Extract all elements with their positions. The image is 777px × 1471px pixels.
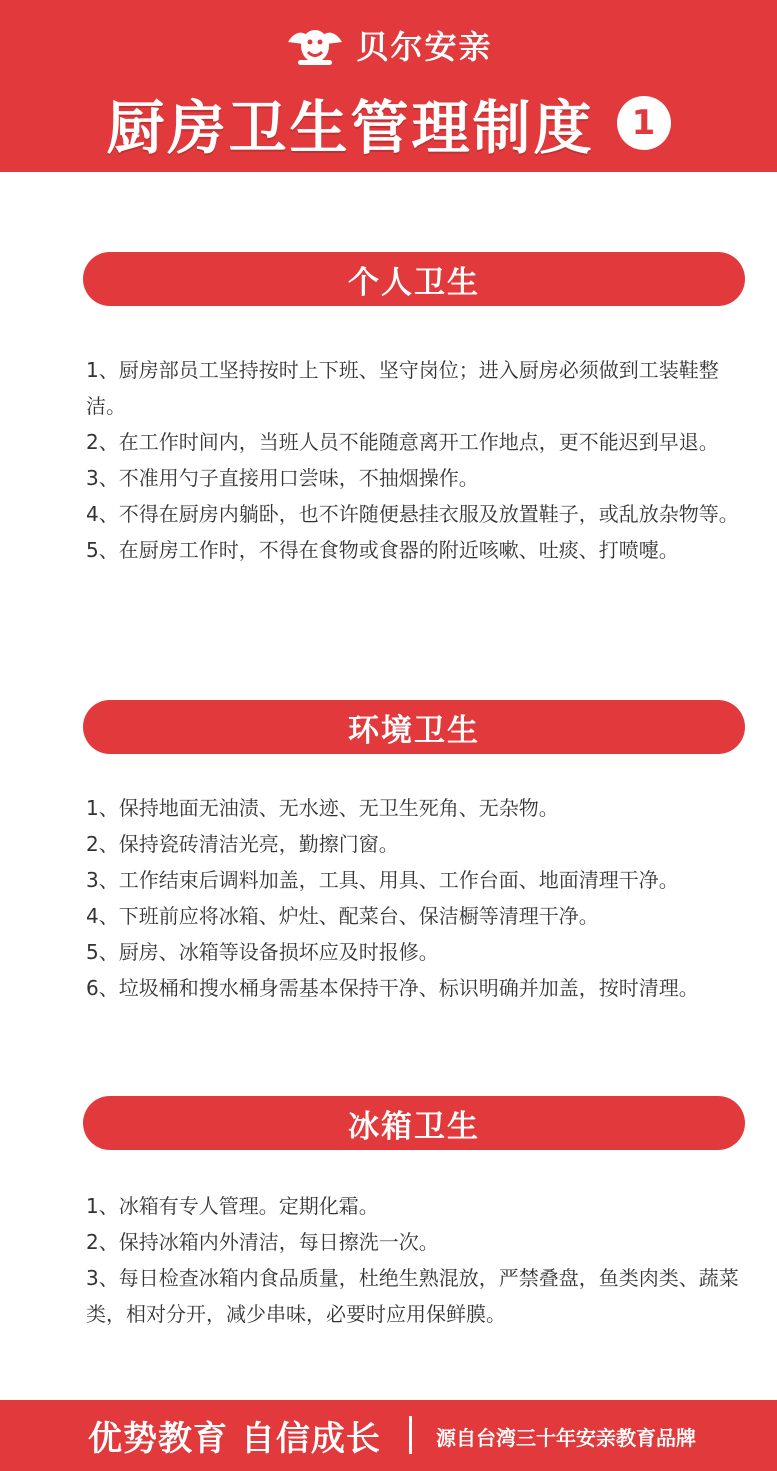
section-list-personal-hygiene <box>86 352 746 568</box>
footer-tagline: 源自台湾三十年安亲教育品牌 <box>436 1426 696 1450</box>
list-item: 1、厨房部员工坚持按时上下班、坚守岗位；进入厨房必须做到工装鞋整洁。 <box>86 358 719 418</box>
list-item: 1、冰箱有专人管理。定期化霜。 <box>86 1194 379 1218</box>
section-title-personal-hygiene: 个人卫生 <box>83 252 745 306</box>
header-banner <box>0 0 777 172</box>
footer-banner <box>0 1400 777 1471</box>
list-item: 5、在厨房工作时，不得在食物或食器的附近咳嗽、吐痰、打喷嚏。 <box>86 538 679 562</box>
list-item: 4、不得在厨房内躺卧，也不许随便悬挂衣服及放置鞋子，或乱放杂物等。 <box>86 502 739 526</box>
list-item: 3、每日检查冰箱内食品质量，杜绝生熟混放，严禁叠盘，鱼类肉类、蔬菜类，相对分开，减少串味，必要时应用保鲜膜。 <box>86 1266 739 1326</box>
section-list-environment-hygiene <box>86 790 746 1006</box>
footer-divider <box>409 1416 412 1454</box>
section-list-fridge-hygiene <box>86 1188 746 1332</box>
list-item: 3、不准用勺子直接用口尝味，不抽烟操作。 <box>86 466 479 490</box>
brand <box>0 20 777 70</box>
brand-logo-icon <box>284 22 346 68</box>
list-item: 3、工作结束后调料加盖，工具、用具、工作台面、地面清理干净。 <box>86 868 679 892</box>
brand-name: 贝尔安亲 <box>356 28 493 66</box>
title-row <box>0 86 777 160</box>
list-item: 2、在工作时间内，当班人员不能随意离开工作地点，更不能迟到早退。 <box>86 430 719 454</box>
section-title-environment-hygiene: 环境卫生 <box>83 700 745 754</box>
list-item: 2、保持瓷砖清洁光亮，勤擦门窗。 <box>86 832 399 856</box>
list-item: 4、下班前应将冰箱、炉灶、配菜台、保洁橱等清理干净。 <box>86 904 599 928</box>
footer-slogan: 优势教育 自信成长 <box>88 1419 381 1459</box>
section-title-fridge-hygiene: 冰箱卫生 <box>83 1096 745 1150</box>
list-item: 6、垃圾桶和搜水桶身需基本保持干净、标识明确并加盖，按时清理。 <box>86 976 699 1000</box>
list-item: 5、厨房、冰箱等设备损坏应及时报修。 <box>86 940 439 964</box>
list-item: 1、保持地面无油渍、无水迹、无卫生死角、无杂物。 <box>86 796 559 820</box>
page-number-badge: 1 <box>617 96 671 150</box>
list-item: 2、保持冰箱内外清洁，每日擦洗一次。 <box>86 1230 439 1254</box>
page-title: 厨房卫生管理制度 <box>106 94 595 162</box>
